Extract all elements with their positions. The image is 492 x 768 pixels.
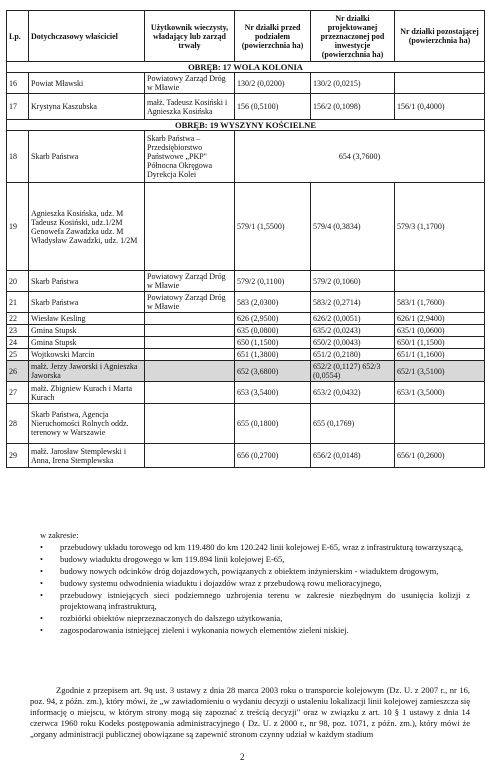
cell-user [145,325,235,337]
cell-remaining: 656/1 (0,2600) [395,444,485,468]
cell-owner: Powiat Mławski [29,73,145,94]
table-row [7,131,485,183]
cell-remaining [395,404,485,444]
cell-before: 635 (0,0800) [235,325,311,337]
table-row [7,349,485,361]
section-row [7,120,485,131]
cell-lp: 17 [7,94,29,120]
cell-remaining: 651/1 (1,1600) [395,349,485,361]
cell-projected: 653/2 (0,0432) [311,382,395,404]
cell-projected: 579/4 (0,3834) [311,183,395,271]
header-remaining: Nr działki pozostającej (powierzchnia ha) [395,11,485,62]
cell-projected: 635/2 (0,0243) [311,325,395,337]
cell-before: 650 (1,1500) [235,337,311,349]
cell-merged-parcel: 654 (3,7600) [235,131,485,183]
bullet-icon: • [40,590,43,600]
cell-owner: Wiesław Kesling [29,313,145,325]
cell-user: Powiatowy Zarząd Dróg w Mławie [145,292,235,313]
list-item: • budowy nowych odcinków dróg dojazdowych, powiązanych z obiektem inżynierskim - wiaduktem drogowym, [40,566,439,576]
cell-owner: Skarb Państwa [29,271,145,292]
cell-lp: 28 [7,404,29,444]
cell-projected: 655 (0,1769) [311,404,395,444]
cell-remaining: 156/1 (0,4000) [395,94,485,120]
cell-user [145,183,235,271]
list-item: • budowy systemu odwodnienia wiaduktu i dojazdów wraz z przebudową rowu melioracyjnego, [40,578,382,588]
table-row [7,94,485,120]
cell-before: 156 (0,5100) [235,94,311,120]
header-owner: Dotychczasowy właściciel [29,11,145,62]
cell-user: Powiatowy Zarząd Dróg w Mławie [145,73,235,94]
cell-before: 653 (3,5400) [235,382,311,404]
bullet-icon: • [40,554,43,564]
table-row [7,313,485,325]
cell-before: 626 (2,9500) [235,313,311,325]
cell-remaining: 626/1 (2,9400) [395,313,485,325]
bullet-icon: • [40,542,43,552]
cell-owner: Skarb Państwa [29,131,145,183]
legal-paragraph: Zgodnie z przepisem art. 9q ust. 3 ustawy z dnia 28 marca 2003 roku o transporcie kolejowym (Dz. U. z 2007 r., nr 16, poz. 94, z późn. zm.), który mówi, że „w zawiadomieniu o wydaniu decyzji o ustaleniu lokalizacji linii kolejowej zamieszcza się informację o miejscu, w którym strony mogą się zapoznać z treścią decyzji" oraz w związku z art. 10 § 1 ustawy z dnia 14 czerwca 1960 roku Kodeks postępowania administracyjnego ( Dz. U. z 2000 r., nr 98, poz. 1071, z późn. zm.), który mówi że „organy administracji publicznej obowiązane są zapewnić stronom czynny udział w każdym stadium [30,685,470,739]
table-row [7,444,485,468]
cell-lp: 23 [7,325,29,337]
table-row [7,292,485,313]
table-row [7,271,485,292]
cell-projected: 650/2 (0,0043) [311,337,395,349]
table-row [7,183,485,271]
header-lp: Lp. [7,11,29,62]
cell-lp: 25 [7,349,29,361]
cell-owner: małż. Jarosław Stemplewski i Anna, Irena Stemplewska [29,444,145,468]
cell-owner: małż. Zbigniew Kurach i Marta Kurach [29,382,145,404]
cell-owner: Agnieszka Kosińska, udz. M Tadeusz Kosiński, udz.1/2M Genowefa Zawadzka udz. M Władysław Zawadzki, udz. 1/2M [29,183,145,271]
cell-remaining [395,271,485,292]
cell-remaining: 579/3 (1,1700) [395,183,485,271]
table-row [7,73,485,94]
cell-projected: 583/2 (0,2714) [311,292,395,313]
header-before: Nr działki przed podziałem (powierzchnia ha) [235,11,311,62]
cell-owner: Gmina Stupsk [29,337,145,349]
cell-owner: Wojtkowski Marcin [29,349,145,361]
cell-user [145,349,235,361]
table-row [7,404,485,444]
cell-before: 656 (0,2700) [235,444,311,468]
bullet-icon: • [40,566,43,576]
table-row [7,361,485,382]
parcel-table [6,10,485,468]
cell-user [145,337,235,349]
cell-owner: Skarb Państwa, Agencja Nieruchomości Rolnych oddz. terenowy w Warszawie [29,404,145,444]
cell-projected: 626/2 (0,0051) [311,313,395,325]
cell-remaining: 652/1 (3,5100) [395,361,485,382]
cell-user: Powiatowy Zarząd Dróg w Mławie [145,271,235,292]
cell-lp: 18 [7,131,29,183]
section-title: OBRĘB: 17 WOLA KOLONIA [7,62,485,73]
cell-lp: 26 [7,361,29,382]
cell-before: 579/2 (0,1100) [235,271,311,292]
cell-user: małż. Tadeusz Kosiński i Agnieszka Kosińska [145,94,235,120]
cell-projected: 579/2 (0,1060) [311,271,395,292]
list-item: • zagospodarowania istniejącej zieleni i wykonania nowych elementów zieleni niskiej. [40,625,349,635]
scope-intro: w zakresie: [40,530,79,540]
list-item: • przebudowy istniejących sieci podziemnego uzbrojenia terenu w zakresie niezbędnym do usunięcia kolizji z projektowaną infrastrukturą, [40,590,470,611]
list-item: • budowy wiaduktu drogowego w km 119.894 linii kolejowej E-65, [40,554,285,564]
cell-owner: Krystyna Kaszubska [29,94,145,120]
cell-remaining: 583/1 (1,7600) [395,292,485,313]
page-number: 2 [240,752,245,762]
cell-user [145,382,235,404]
cell-projected: 656/2 (0,0148) [311,444,395,468]
scope-list [38,542,470,637]
cell-before: 130/2 (0,0200) [235,73,311,94]
cell-user [145,444,235,468]
cell-projected: 651/2 (0,2180) [311,349,395,361]
cell-projected: 130/2 (0,0215) [311,73,395,94]
cell-remaining [395,73,485,94]
section-row [7,62,485,73]
cell-user [145,404,235,444]
cell-owner: małż. Jerzy Jaworski i Agnieszka Jaworska [29,361,145,382]
cell-before: 579/1 (1,5500) [235,183,311,271]
list-item: • przebudowy układu torowego od km 119.480 do km 120.242 linii kolejowej E-65, wraz z infrastrukturą towarzyszącą, [40,542,464,552]
section-title: OBRĘB: 19 WYSZYNY KOŚCIELNE [7,120,485,131]
cell-projected: 156/2 (0,1098) [311,94,395,120]
cell-lp: 20 [7,271,29,292]
bullet-icon: • [40,578,43,588]
bullet-icon: • [40,625,43,635]
header-user: Użytkownik wieczysty, władający lub zarząd trwały [145,11,235,62]
cell-user: Skarb Państwa – Przedsiębiorstwo Państwowe „PKP" Północna Okręgowa Dyrekcja Kolei [145,131,235,183]
table-row [7,325,485,337]
cell-before: 655 (0,1800) [235,404,311,444]
cell-lp: 19 [7,183,29,271]
cell-lp: 16 [7,73,29,94]
table-row [7,337,485,349]
cell-projected: 652/2 (0,1127) 652/3 (0,0554) [311,361,395,382]
cell-user [145,361,235,382]
table-header-row [7,11,485,62]
list-item: • rozbiórki obiektów nieprzeznaczonych do dalszego użytkowania, [40,613,283,623]
bullet-icon: • [40,613,43,623]
cell-remaining: 653/1 (3,5000) [395,382,485,404]
cell-lp: 24 [7,337,29,349]
cell-owner: Skarb Państwa [29,292,145,313]
table-row [7,382,485,404]
cell-lp: 29 [7,444,29,468]
header-projected: Nr działki projektowanej przeznaczonej pod inwestycje (powierzchnia ha) [311,11,395,62]
cell-remaining: 635/1 (0,0600) [395,325,485,337]
cell-lp: 27 [7,382,29,404]
cell-user [145,313,235,325]
cell-owner: Gmina Stupsk [29,325,145,337]
cell-lp: 21 [7,292,29,313]
cell-before: 652 (3,6800) [235,361,311,382]
cell-before: 583 (2,0300) [235,292,311,313]
cell-before: 651 (1,3800) [235,349,311,361]
cell-lp: 22 [7,313,29,325]
cell-remaining: 650/1 (1,1500) [395,337,485,349]
